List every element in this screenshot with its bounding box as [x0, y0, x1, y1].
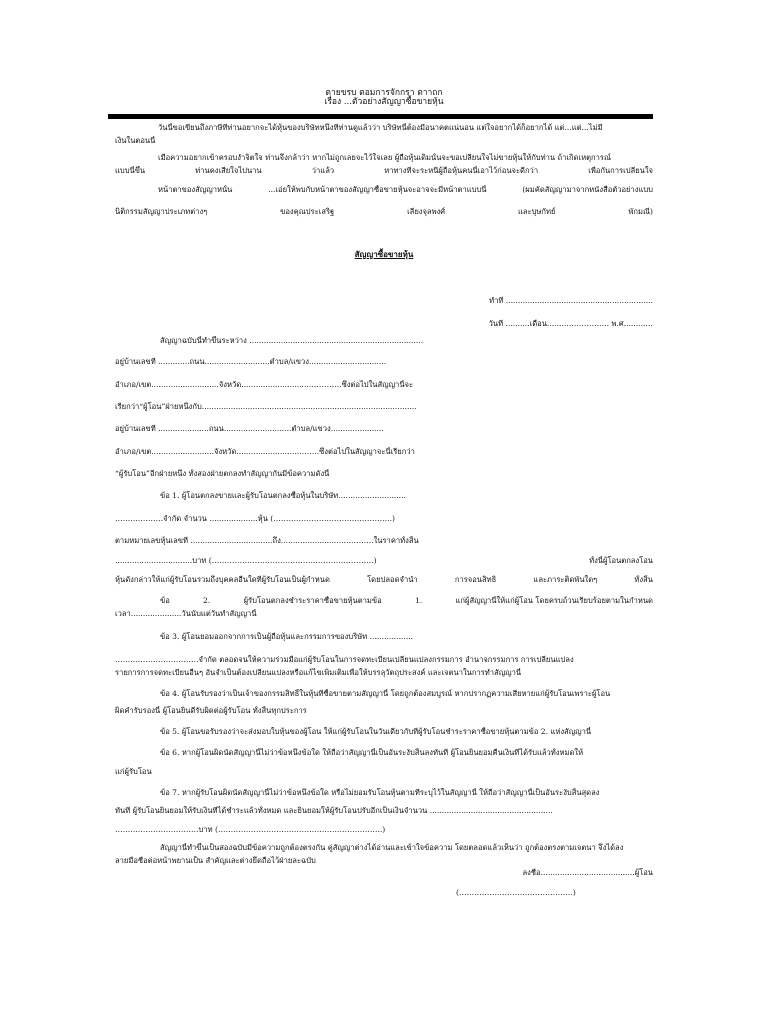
clause-1-line-5	[115, 575, 653, 585]
made-at-line: ทำที่ .............................................................	[489, 296, 653, 305]
intro-p2-seg: แบบนี้ขึ้น	[115, 166, 146, 175]
signature-name-bracket: (………………………………………)	[456, 888, 576, 897]
intro-p3-seg: (ผมคัดสัญญามาจากหนังสือตัวอย่างแบบ	[522, 185, 653, 194]
intro-p3-line2	[115, 207, 653, 217]
clause-1-seg: ................................บาท (……………………………………………………….)	[115, 556, 377, 565]
closing-line-1: สัญญานี้ทำขึ้นเป็นสองฉบับมีข้อความถูกต้องตรงกัน คู่สัญญาต่างได้อ่านและเข้าใจข้อความ โดยตลอดแล้วเห็นว่า ถูกต้องตรงตามเจตนา จึงได้ลง	[160, 843, 624, 852]
clause-5-line-1: ข้อ 5. ผู้โอนขอรับรองว่าจะส่งมอบใบหุ้นของผู้โอน ให้แก่ผู้รับโอนในวันเดียวกับที่ผู้รับโอนชำระราคาซื้อขายหุ้นตามข้อ 2. แห่งสัญญานี้	[160, 727, 592, 736]
transferor-line: เรียกว่า“ผู้โอน”ฝ่ายหนึ่งกับ.........................................................................................	[115, 402, 417, 411]
contract-title: สัญญาซื้อขายหุ้น	[354, 249, 414, 259]
clause-7-line-3: ……………………………บาท (………………………………………………………..)	[115, 825, 386, 834]
intro-p3-seg: พักมณี)	[628, 207, 653, 216]
clause-1-seg: การจอนสิทธิ	[454, 575, 497, 584]
date-line: วันที่ ..........เดือน........…………….. พ.ศ.........…	[488, 319, 653, 328]
intro-p3-seg: หน้าตาของสัญญาหนั้น	[158, 185, 233, 194]
clause-1-seg: ทั้งนี้ผู้โอนตกลงโอน	[589, 556, 653, 565]
clause-1-seg: หุ้นดังกล่าวให้แก่ผู้รับโอนรวมถึงบุคคลอื่นใดที่ผู้รับโอนเป็นผู้กำหนด	[115, 575, 330, 584]
intro-p2-line2	[115, 166, 653, 176]
intro-p3-seg: ของคุณประเสริฐ	[280, 207, 335, 216]
clause-1-line-3: ตามหมายเลขหุ้นเลขที่ ..................................ถึง...........................………..ในราคาทั้งสิ้น	[115, 536, 419, 545]
intro-p2-seg: เพื่อกันการเปลี่ยนใจ	[588, 166, 653, 175]
intro-p3-seg: และบุษกัทย์	[517, 207, 556, 216]
intro-p3-seg: ...เอ่ยให้พบกับหน้าตาของสัญญาซื้อขายหุ้นจะอาจจะมีหน้าตาแบบนี้	[268, 185, 487, 194]
clause-1-line-1: ข้อ 1. ผู้โอนตกลงขายและผู้รับโอนตกลงซื้อหุ้นในบริษัท............................	[160, 491, 406, 500]
clause-3-line-2: ……………………………จำกัด ตลอดจนให้ความร่วมมือแก่ผู้รับโอนในการจดทะเบียนเปลี่ยนแปลงกรรมการ อำนาจกรรมการ การเปลี่ยนแปลง	[115, 655, 574, 664]
intro-p2-seg: ท่านคงเสียใจไปนาน	[195, 166, 262, 175]
transferee-line: “ผู้รับโอน”อีกฝ่ายหนึ่ง ทั้งสองฝ่ายตกลงทำสัญญากันมีข้อความดังนี้	[115, 469, 330, 478]
clause-4-line-1: ข้อ 4. ผู้โอนรับรองว่าเป็นเจ้าของกรรมสิทธิ์ในหุ้นที่ซื้อขายตามสัญญานี้ โดยถูกต้องสมบูรณ์ หากปรากฏความเสียหายแก่ผู้รับโอนเพราะผู้โอน	[160, 689, 611, 698]
clause-1-seg: ทั้งสิ้น	[634, 575, 653, 584]
district-line-2: อำเภอ/เขต..........................จังหวัด..........................……..ซึ่งต่อไปในสัญญาจะนี้เรียกว่า	[115, 447, 415, 456]
intro-p3-line1	[158, 185, 653, 195]
clause-1-seg: และภาระติดพันใดๆ	[533, 575, 598, 584]
clause-6-line-2: แก่ผู้รับโอน	[115, 767, 152, 776]
signature-transferor: ลงชื่อ.......................................ผู้โอน	[522, 868, 653, 877]
clause-2-line-1	[160, 596, 653, 606]
clause-2-seg: ผู้รับโอนตกลงชำระราคาซื้อขายหุ้นตามข้อ	[243, 596, 382, 605]
clause-2-seg: 2.	[203, 596, 211, 605]
clause-7-line-1: ข้อ 7. หากผู้รับโอนผิดนัดสัญญานี้ไม่ว่าข้อหนึ่งข้อใด หรือไม่ยอมรับโอนหุ้นตามที่ระบุไว้ในสัญญานี้ ให้ถือว่าสัญญานี้เป็นอันระงับสิ้นสุดลง	[160, 788, 600, 797]
clause-2-line-2: เวลา.....................วันนับแต่วันทำสัญญานี้	[115, 609, 257, 618]
intro-p2-seg: ว่าแล้ว	[311, 166, 335, 175]
clause-1-seg: โดยปลอดจำนำ	[367, 575, 418, 584]
clause-7-line-2: ทันที ผู้รับโอนยินยอมให้รับเงินที่ได้ชำระแล้วทั้งหมด และยินยอมให้ผู้รับโอนปรับอีกเป็นเงินจำนวน ...................................................	[115, 806, 553, 815]
intro-p3-seg: นิติกรรมสัญญาประเภทต่างๆ	[115, 207, 208, 216]
intro-p2-line1: เมื่อความอยากเข้าครอบงำจิตใจ ท่านจึงกล้าว่า หากไม่ถูกเลยจะไว้ใจเลย ผู้ถือหุ้นเดิมนั้นจะขอเปลี่ยนใจไม่ขายหุ้นให้กับท่าน ถ้าเกิดเหตุการณ์	[158, 153, 612, 162]
clause-6-line-1: ข้อ 6. หากผู้โอนผิดนัดสัญญานี้ไม่ว่าข้อหนึ่งข้อใด ให้ถือว่าสัญญานี้เป็นอันระงับสิ้นลงทันที ผู้โอนยินยอมคืนเงินที่ได้รับแล้วทั้งหมดให้	[160, 748, 584, 757]
clause-3-line-1: ข้อ 3. ผู้โอนยอมออกจากการเป็นผู้ถือหุ้นและกรรมการของบริษัท ..................	[160, 632, 414, 641]
closing-line-2: ลายมือชื่อต่อหน้าพยานเป็น สำคัญและต่างยึดถือไว้ฝ่ายละฉบับ	[115, 856, 316, 865]
clause-4-line-2: ผิดคำรับรองนี้ ผู้โอนยินดีรับผิดต่อผู้รับโอน ทั้งสิ้นทุกประการ	[115, 706, 307, 715]
intro-p1-line1: วันนี้ขอเขียนถึงภาษีที่ท่านอยากจะได้หุ้นของบริษัทหนึ่งที่ท่านดูแล้วว่า บริษัทนี้ต้องมีอนาคตแน่นอน แต่ใจอยากได้ก็อยากได้ แต่...แต่...ไม่มี	[158, 123, 603, 132]
clause-1-line-2: ……………….จำกัด จำนวน ....................หุ้น (………………………………………..)	[115, 514, 395, 523]
intro-p2-seg: หาทางที่จะระหนี่ผู้ถือหุ้นคนนี้เอาไว้ก่อนจะดีกว่า	[384, 166, 539, 175]
address-line-2: อยู่บ้านเลขที่ .....................ถนน............................ตำบล/แขวง......................	[115, 424, 384, 433]
parties-line: สัญญาฉบับนี้ทำขึ้นระหว่าง ........................................................................	[160, 336, 424, 345]
clause-2-seg: แก่ผู้สัญญานี้ให้แก่ผู้โอน โดยครบถ้วนเรียบร้อยตามในกำหนด	[455, 596, 653, 605]
header-subject: เรื่อง ...ตัวอย่างสัญญาซื้อขายหุ้น	[324, 97, 444, 107]
clause-3-line-3: รายการการจดทะเบียนอื่นๆ อันจำเป็นต้องเปลี่ยนแปลงหรือแก้ไขเพิ่มเติมเพื่อให้บรรลุวัตถุประสงค์ และเจตนาในการทำสัญญานี้	[115, 668, 522, 677]
clause-1-line-4	[115, 556, 653, 566]
intro-p3-seg: เลียงจุลพงศ์	[407, 207, 446, 216]
district-line-1: อำเภอ/เขต............................จังหวัด............................………….ซึ่งต่อไปในสัญญานี้จะ	[115, 380, 414, 389]
clause-2-seg: ข้อ	[160, 596, 170, 605]
clause-2-seg: 1.	[414, 596, 423, 605]
header-rule	[108, 114, 653, 119]
header-line-1: ตายขรบ ตอมการจักกรา ตาาถก	[325, 88, 443, 98]
address-line-1: อยู่บ้านเลขที่ .............ถนน...........................ตำบล/แขวง................................	[115, 357, 387, 366]
intro-p1-line2: เงินในตอนนี้	[115, 136, 156, 145]
